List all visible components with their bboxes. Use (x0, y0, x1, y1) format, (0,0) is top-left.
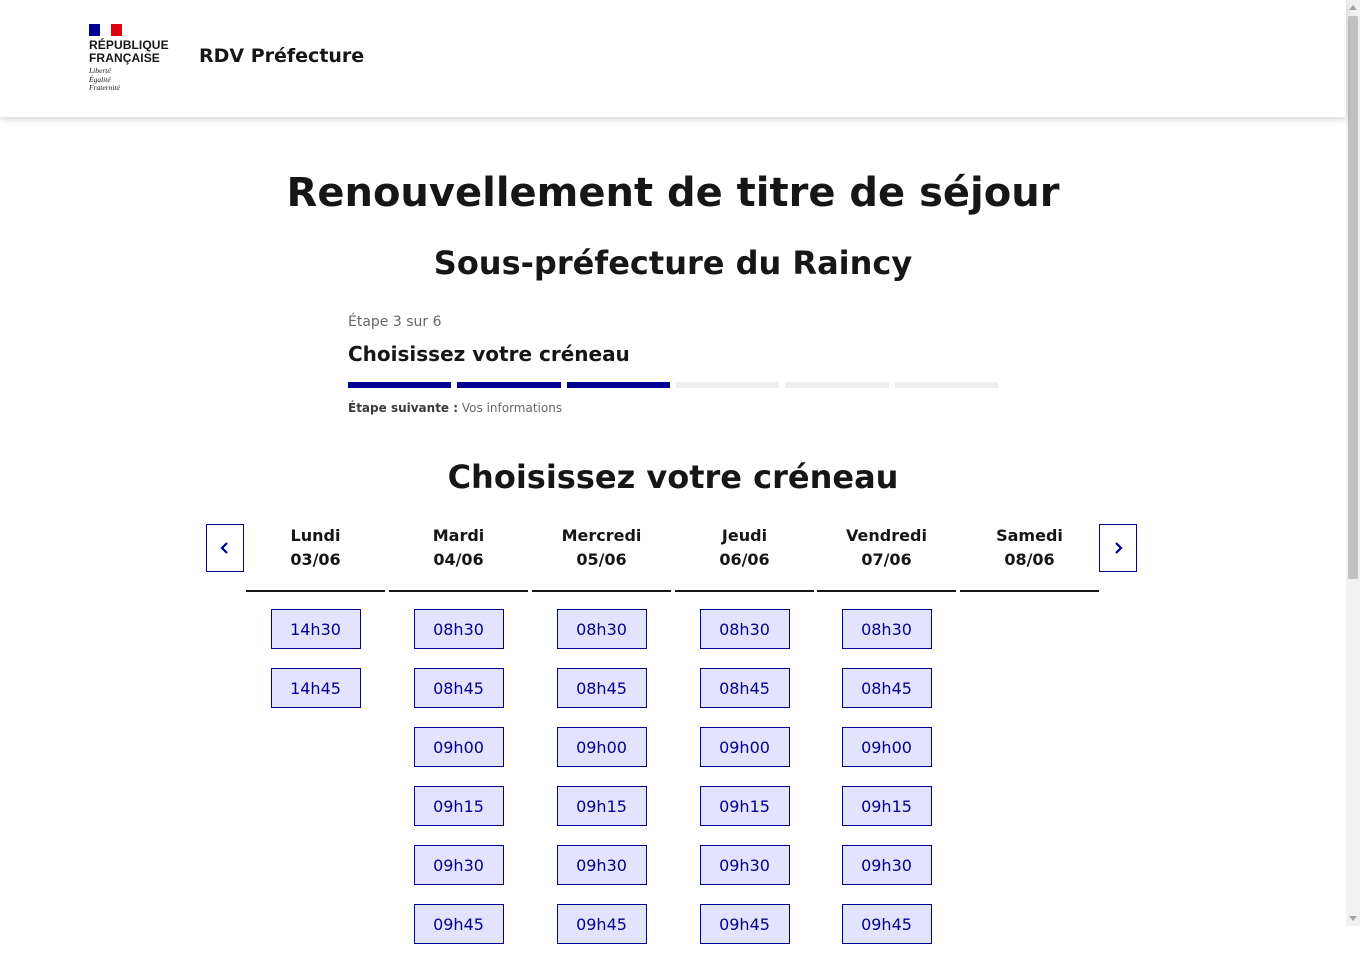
time-slot-button[interactable]: 08h30 (414, 609, 504, 649)
slots-section-title: Choisissez votre créneau (447, 458, 899, 496)
stepper-bar (348, 382, 451, 388)
stepper-state: Étape 3 sur 6 (348, 314, 442, 330)
time-slot-button[interactable]: 09h15 (842, 786, 932, 826)
day-header (246, 524, 385, 592)
day-header (675, 524, 814, 592)
day-column (960, 524, 1099, 609)
day-date: 05/06 (576, 550, 627, 569)
previous-days-button[interactable] (206, 524, 244, 572)
time-slot-button[interactable]: 08h45 (700, 668, 790, 708)
stepper-bar (567, 382, 670, 388)
flag-red (111, 24, 122, 36)
stepper-bar (785, 382, 888, 388)
stepper-bar (676, 382, 779, 388)
scroll-down-arrow-icon[interactable] (1349, 916, 1357, 921)
motto-liberte: Liberté (89, 66, 111, 75)
time-slot-button[interactable]: 09h30 (557, 845, 647, 885)
scrollbar-thumb[interactable] (1348, 16, 1358, 579)
next-days-button[interactable] (1099, 524, 1137, 572)
time-slot-button[interactable]: 09h15 (557, 786, 647, 826)
time-slot-button[interactable]: 08h45 (842, 668, 932, 708)
day-column (246, 524, 385, 727)
scrollbar[interactable] (1346, 0, 1360, 926)
day-name: Jeudi (721, 526, 768, 545)
time-slot-button[interactable]: 14h45 (271, 668, 361, 708)
day-name: Samedi (996, 526, 1063, 545)
motto-egalite: Égalité (89, 74, 111, 84)
time-slot-button[interactable]: 09h30 (414, 845, 504, 885)
time-slot-button[interactable]: 08h30 (700, 609, 790, 649)
day-column (817, 524, 956, 963)
logo-line-1: RÉPUBLIQUE (89, 38, 169, 52)
time-slot-button[interactable]: 14h30 (271, 609, 361, 649)
day-column (675, 524, 814, 963)
stepper-next-value: Vos informations (461, 401, 563, 415)
time-slot-button[interactable]: 09h00 (557, 727, 647, 767)
day-name: Vendredi (846, 526, 927, 545)
day-date: 06/06 (719, 550, 770, 569)
page-subtitle: Sous-préfecture du Raincy (433, 244, 913, 282)
day-name: Mardi (432, 526, 485, 545)
republique-francaise-logo[interactable] (89, 39, 169, 93)
time-slot-button[interactable]: 09h45 (700, 904, 790, 944)
time-slot-button[interactable]: 09h00 (842, 727, 932, 767)
slot-list (389, 592, 528, 963)
day-name: Lundi (290, 526, 341, 545)
day-column (532, 524, 671, 963)
stepper-bar (895, 382, 998, 388)
time-slot-button[interactable]: 09h45 (842, 904, 932, 944)
stepper-progress (348, 382, 998, 388)
page-title: Renouvellement de titre de séjour (286, 170, 1060, 216)
chevron-right-icon (1112, 541, 1124, 555)
stepper-next-step (348, 401, 562, 415)
site-title[interactable]: RDV Préfecture (199, 45, 365, 67)
day-header (389, 524, 528, 592)
motto (89, 67, 169, 93)
day-date: 07/06 (861, 550, 912, 569)
slot-list (817, 592, 956, 963)
slot-list (675, 592, 814, 963)
stepper (348, 314, 998, 415)
time-slot-button[interactable]: 08h30 (557, 609, 647, 649)
site-header (0, 0, 1346, 117)
stepper-bar (457, 382, 560, 388)
day-name: Mercredi (561, 526, 642, 545)
day-header (532, 524, 671, 592)
time-slot-button[interactable]: 08h45 (414, 668, 504, 708)
time-slot-button[interactable]: 09h45 (557, 904, 647, 944)
day-column (389, 524, 528, 963)
day-date: 08/06 (1004, 550, 1055, 569)
slot-list (960, 592, 1099, 609)
time-slot-button[interactable]: 09h00 (700, 727, 790, 767)
chevron-left-icon (219, 541, 231, 555)
day-date: 03/06 (290, 550, 341, 569)
time-slot-button[interactable]: 08h45 (557, 668, 647, 708)
flag-white (100, 24, 111, 36)
time-slot-button[interactable]: 08h30 (842, 609, 932, 649)
motto-fraternite: Fraternité (89, 83, 120, 92)
slot-list (532, 592, 671, 963)
logo-line-2: FRANÇAISE (89, 51, 160, 65)
time-slot-button[interactable]: 09h30 (842, 845, 932, 885)
stepper-title: Choisissez votre créneau (348, 342, 630, 366)
slot-list (246, 592, 385, 727)
time-slot-button[interactable]: 09h45 (414, 904, 504, 944)
time-slot-button[interactable]: 09h15 (414, 786, 504, 826)
day-header (960, 524, 1099, 592)
time-slot-button[interactable]: 09h15 (700, 786, 790, 826)
flag-blue (89, 24, 100, 36)
day-header (817, 524, 956, 592)
scroll-up-arrow-icon[interactable] (1349, 5, 1357, 10)
time-slot-button[interactable]: 09h30 (700, 845, 790, 885)
stepper-next-label: Étape suivante : (348, 401, 459, 415)
day-date: 04/06 (433, 550, 484, 569)
time-slot-button[interactable]: 09h00 (414, 727, 504, 767)
french-flag-icon (89, 24, 122, 36)
